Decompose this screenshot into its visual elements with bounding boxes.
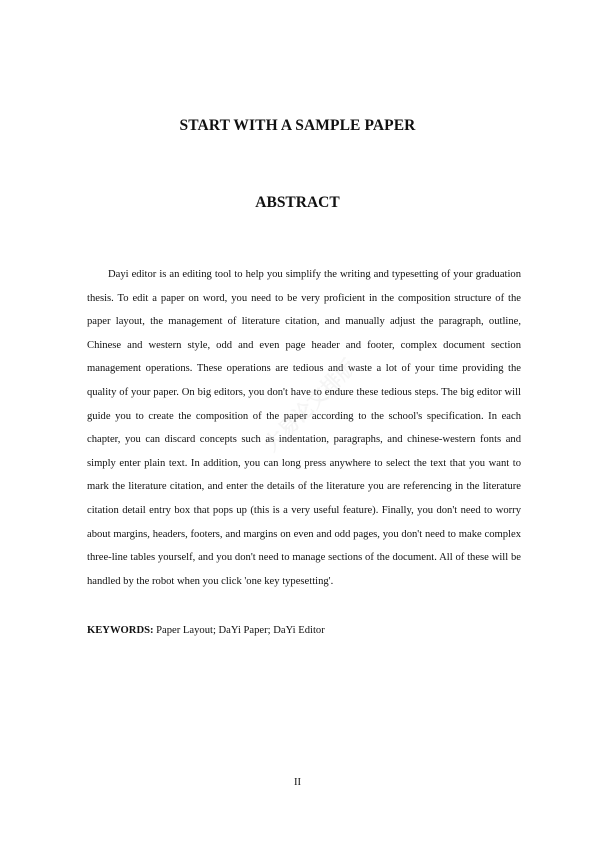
- keywords-value: Paper Layout; DaYi Paper; DaYi Editor: [153, 625, 325, 636]
- watermark-text: 大易论文排版: [259, 354, 361, 456]
- keywords-label: KEYWORDS:: [87, 625, 154, 636]
- paper-title: START WITH A SAMPLE PAPER: [179, 117, 416, 134]
- keywords-line: [87, 619, 521, 643]
- abstract-heading: ABSTRACT: [255, 194, 340, 211]
- page-number: II: [293, 777, 302, 788]
- abstract-body: Dayi editor is an editing tool to help you simplify the writing and typesetting of your graduation thesis. To edit a paper on word, you need to be very proficient in the composition structure of the paper layout, the management of literature citation, and manually adjust the paragraph, outline, Chinese and western style, odd and even page header and footer, complex document section management operations. These operations are tedious and waste a lot of your time providing the quality of your paper. On big editors, you don't have to endure these tedious steps. The big editor will guide you to create the composition of the paper according to the school's specification. In each chapter, you can discard concepts such as indentation, paragraphs, and chinese-western fonts and simply enter plain text. In addition, you can long press anywhere to select the text that you want to mark the literature citation, and enter the details of the literature you are referencing in the literature citation detail entry box that pops up (this is a very useful feature). Finally, you don't need to worry about margins, headers, footers, and margins on even and odd pages, you don't need to make complex three-line tables yourself, and you don't need to manage sections of the document. All of these will be handled by the robot when you click 'one key typesetting'.: [87, 269, 521, 587]
